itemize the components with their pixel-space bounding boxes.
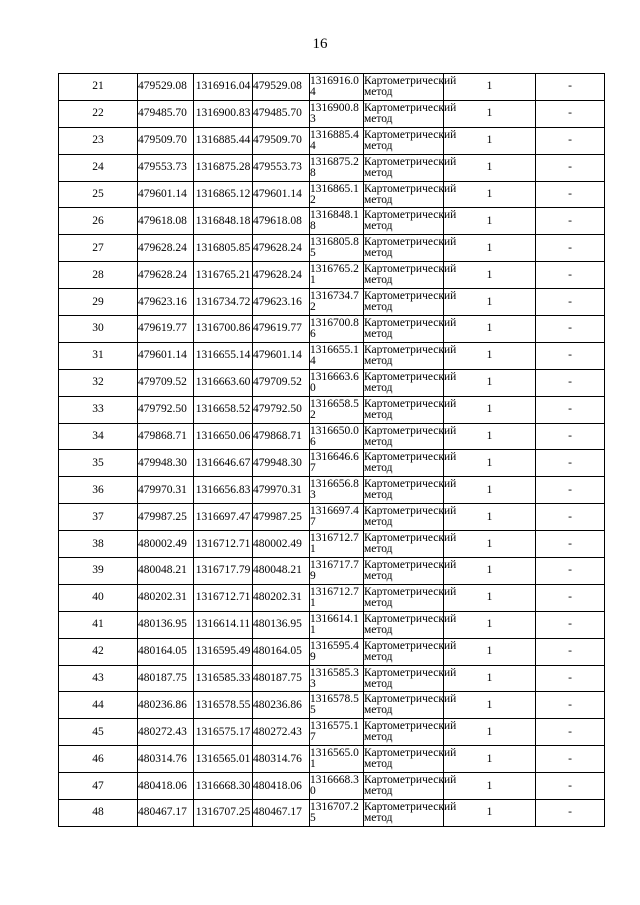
note-cell: - (536, 800, 605, 827)
method-cell: Картометрический метод (364, 208, 444, 235)
note-cell: - (536, 719, 605, 746)
method-cell: Картометрический метод (364, 127, 444, 154)
point-number-cell: 44 (59, 692, 138, 719)
x-coordinate-cell: 480187.75 (138, 665, 194, 692)
x-coordinate-refined-cell: 479529.08 (253, 74, 310, 101)
x-coordinate-cell: 479970.31 (138, 477, 194, 504)
point-number-cell: 40 (59, 584, 138, 611)
method-cell: Картометрический метод (364, 665, 444, 692)
y-coordinate-refined-cell: 1316697.47 (310, 504, 364, 531)
point-number-cell: 30 (59, 316, 138, 343)
x-coordinate-refined-cell: 479948.30 (253, 450, 310, 477)
method-cell: Картометрический метод (364, 719, 444, 746)
method-cell: Картометрический метод (364, 235, 444, 262)
x-coordinate-cell: 479709.52 (138, 369, 194, 396)
method-cell: Картометрический метод (364, 611, 444, 638)
point-number-cell: 28 (59, 262, 138, 289)
method-cell: Картометрический метод (364, 100, 444, 127)
x-coordinate-refined-cell: 479792.50 (253, 396, 310, 423)
y-coordinate-refined-cell: 1316585.33 (310, 665, 364, 692)
point-number-cell: 33 (59, 396, 138, 423)
x-coordinate-refined-cell: 479553.73 (253, 154, 310, 181)
table-row (59, 74, 605, 101)
y-coordinate-cell: 1316658.52 (194, 396, 253, 423)
x-coordinate-cell: 479619.77 (138, 316, 194, 343)
note-cell: - (536, 235, 605, 262)
y-coordinate-cell: 1316578.55 (194, 692, 253, 719)
y-coordinate-cell: 1316650.06 (194, 423, 253, 450)
method-cell: Картометрический метод (364, 477, 444, 504)
x-coordinate-cell: 479529.08 (138, 74, 194, 101)
accuracy-cell: 1 (444, 611, 536, 638)
page-number: 16 (312, 36, 328, 52)
y-coordinate-cell: 1316848.18 (194, 208, 253, 235)
table-row (59, 208, 605, 235)
table-row (59, 396, 605, 423)
y-coordinate-cell: 1316646.67 (194, 450, 253, 477)
x-coordinate-cell: 479868.71 (138, 423, 194, 450)
y-coordinate-refined-cell: 1316614.11 (310, 611, 364, 638)
x-coordinate-refined-cell: 480048.21 (253, 558, 310, 585)
x-coordinate-cell: 479553.73 (138, 154, 194, 181)
note-cell: - (536, 316, 605, 343)
method-cell: Картометрический метод (364, 450, 444, 477)
note-cell: - (536, 773, 605, 800)
y-coordinate-refined-cell: 1316848.18 (310, 208, 364, 235)
method-cell: Картометрический метод (364, 262, 444, 289)
method-cell: Картометрический метод (364, 342, 444, 369)
point-number-cell: 36 (59, 477, 138, 504)
table-row (59, 477, 605, 504)
y-coordinate-cell: 1316663.60 (194, 369, 253, 396)
y-coordinate-refined-cell: 1316712.71 (310, 531, 364, 558)
accuracy-cell: 1 (444, 584, 536, 611)
accuracy-cell: 1 (444, 289, 536, 316)
y-coordinate-cell: 1316668.30 (194, 773, 253, 800)
accuracy-cell: 1 (444, 719, 536, 746)
point-number-cell: 46 (59, 746, 138, 773)
x-coordinate-cell: 480314.76 (138, 746, 194, 773)
x-coordinate-refined-cell: 479987.25 (253, 504, 310, 531)
accuracy-cell: 1 (444, 342, 536, 369)
table-row (59, 531, 605, 558)
x-coordinate-cell: 480236.86 (138, 692, 194, 719)
table-row (59, 127, 605, 154)
x-coordinate-cell: 480272.43 (138, 719, 194, 746)
accuracy-cell: 1 (444, 316, 536, 343)
accuracy-cell: 1 (444, 208, 536, 235)
y-coordinate-refined-cell: 1316717.79 (310, 558, 364, 585)
x-coordinate-refined-cell: 479709.52 (253, 369, 310, 396)
y-coordinate-cell: 1316697.47 (194, 504, 253, 531)
y-coordinate-cell: 1316565.01 (194, 746, 253, 773)
x-coordinate-refined-cell: 479619.77 (253, 316, 310, 343)
table-row (59, 181, 605, 208)
method-cell: Картометрический метод (364, 531, 444, 558)
note-cell: - (536, 154, 605, 181)
accuracy-cell: 1 (444, 235, 536, 262)
accuracy-cell: 1 (444, 558, 536, 585)
y-coordinate-cell: 1316614.11 (194, 611, 253, 638)
y-coordinate-cell: 1316805.85 (194, 235, 253, 262)
x-coordinate-cell: 479948.30 (138, 450, 194, 477)
point-number-cell: 29 (59, 289, 138, 316)
accuracy-cell: 1 (444, 800, 536, 827)
note-cell: - (536, 369, 605, 396)
point-number-cell: 45 (59, 719, 138, 746)
y-coordinate-refined-cell: 1316646.67 (310, 450, 364, 477)
table-row (59, 558, 605, 585)
point-number-cell: 31 (59, 342, 138, 369)
y-coordinate-cell: 1316865.12 (194, 181, 253, 208)
x-coordinate-cell: 480048.21 (138, 558, 194, 585)
y-coordinate-cell: 1316575.17 (194, 719, 253, 746)
x-coordinate-refined-cell: 479628.24 (253, 235, 310, 262)
x-coordinate-refined-cell: 479601.14 (253, 181, 310, 208)
x-coordinate-refined-cell: 479509.70 (253, 127, 310, 154)
y-coordinate-refined-cell: 1316707.25 (310, 800, 364, 827)
x-coordinate-refined-cell: 480467.17 (253, 800, 310, 827)
point-number-cell: 22 (59, 100, 138, 127)
y-coordinate-cell: 1316656.83 (194, 477, 253, 504)
accuracy-cell: 1 (444, 450, 536, 477)
accuracy-cell: 1 (444, 531, 536, 558)
table-row (59, 154, 605, 181)
y-coordinate-cell: 1316712.71 (194, 531, 253, 558)
x-coordinate-cell: 479509.70 (138, 127, 194, 154)
y-coordinate-refined-cell: 1316712.71 (310, 584, 364, 611)
y-coordinate-cell: 1316595.49 (194, 638, 253, 665)
note-cell: - (536, 477, 605, 504)
table-row (59, 611, 605, 638)
method-cell: Картометрический метод (364, 289, 444, 316)
y-coordinate-cell: 1316916.04 (194, 74, 253, 101)
x-coordinate-refined-cell: 480272.43 (253, 719, 310, 746)
x-coordinate-refined-cell: 479628.24 (253, 262, 310, 289)
x-coordinate-cell: 480467.17 (138, 800, 194, 827)
accuracy-cell: 1 (444, 154, 536, 181)
x-coordinate-refined-cell: 479623.16 (253, 289, 310, 316)
method-cell: Картометрический метод (364, 154, 444, 181)
point-number-cell: 26 (59, 208, 138, 235)
accuracy-cell: 1 (444, 127, 536, 154)
method-cell: Картометрический метод (364, 369, 444, 396)
note-cell: - (536, 262, 605, 289)
accuracy-cell: 1 (444, 477, 536, 504)
method-cell: Картометрический метод (364, 800, 444, 827)
method-cell: Картометрический метод (364, 692, 444, 719)
y-coordinate-refined-cell: 1316865.12 (310, 181, 364, 208)
x-coordinate-refined-cell: 480314.76 (253, 746, 310, 773)
x-coordinate-refined-cell: 479618.08 (253, 208, 310, 235)
accuracy-cell: 1 (444, 74, 536, 101)
x-coordinate-refined-cell: 479868.71 (253, 423, 310, 450)
note-cell: - (536, 423, 605, 450)
y-coordinate-refined-cell: 1316658.52 (310, 396, 364, 423)
point-number-cell: 35 (59, 450, 138, 477)
point-number-cell: 43 (59, 665, 138, 692)
y-coordinate-refined-cell: 1316885.44 (310, 127, 364, 154)
table-row (59, 100, 605, 127)
point-number-cell: 39 (59, 558, 138, 585)
table-row (59, 450, 605, 477)
point-number-cell: 42 (59, 638, 138, 665)
table-row (59, 504, 605, 531)
x-coordinate-cell: 480202.31 (138, 584, 194, 611)
note-cell: - (536, 181, 605, 208)
note-cell: - (536, 665, 605, 692)
x-coordinate-refined-cell: 480187.75 (253, 665, 310, 692)
table-row (59, 262, 605, 289)
note-cell: - (536, 127, 605, 154)
note-cell: - (536, 100, 605, 127)
x-coordinate-refined-cell: 480202.31 (253, 584, 310, 611)
table-row (59, 638, 605, 665)
x-coordinate-cell: 479628.24 (138, 262, 194, 289)
accuracy-cell: 1 (444, 369, 536, 396)
y-coordinate-refined-cell: 1316663.60 (310, 369, 364, 396)
y-coordinate-cell: 1316585.33 (194, 665, 253, 692)
x-coordinate-refined-cell: 480002.49 (253, 531, 310, 558)
y-coordinate-refined-cell: 1316578.55 (310, 692, 364, 719)
accuracy-cell: 1 (444, 504, 536, 531)
note-cell: - (536, 504, 605, 531)
table-row (59, 719, 605, 746)
note-cell: - (536, 531, 605, 558)
y-coordinate-cell: 1316875.28 (194, 154, 253, 181)
y-coordinate-cell: 1316885.44 (194, 127, 253, 154)
y-coordinate-cell: 1316655.14 (194, 342, 253, 369)
x-coordinate-refined-cell: 480136.95 (253, 611, 310, 638)
y-coordinate-refined-cell: 1316875.28 (310, 154, 364, 181)
y-coordinate-cell: 1316900.83 (194, 100, 253, 127)
y-coordinate-cell: 1316734.72 (194, 289, 253, 316)
method-cell: Картометрический метод (364, 638, 444, 665)
x-coordinate-refined-cell: 480418.06 (253, 773, 310, 800)
point-number-cell: 48 (59, 800, 138, 827)
y-coordinate-refined-cell: 1316916.04 (310, 74, 364, 101)
y-coordinate-cell: 1316700.86 (194, 316, 253, 343)
x-coordinate-refined-cell: 479601.14 (253, 342, 310, 369)
y-coordinate-refined-cell: 1316765.21 (310, 262, 364, 289)
x-coordinate-refined-cell: 479485.70 (253, 100, 310, 127)
accuracy-cell: 1 (444, 262, 536, 289)
x-coordinate-cell: 480164.05 (138, 638, 194, 665)
x-coordinate-cell: 479485.70 (138, 100, 194, 127)
x-coordinate-cell: 479618.08 (138, 208, 194, 235)
method-cell: Картометрический метод (364, 316, 444, 343)
y-coordinate-cell: 1316717.79 (194, 558, 253, 585)
point-number-cell: 27 (59, 235, 138, 262)
point-number-cell: 37 (59, 504, 138, 531)
y-coordinate-refined-cell: 1316668.30 (310, 773, 364, 800)
table-row (59, 800, 605, 827)
x-coordinate-cell: 480418.06 (138, 773, 194, 800)
accuracy-cell: 1 (444, 181, 536, 208)
x-coordinate-cell: 479601.14 (138, 342, 194, 369)
y-coordinate-refined-cell: 1316734.72 (310, 289, 364, 316)
note-cell: - (536, 289, 605, 316)
point-number-cell: 38 (59, 531, 138, 558)
y-coordinate-refined-cell: 1316565.01 (310, 746, 364, 773)
table-row (59, 746, 605, 773)
y-coordinate-refined-cell: 1316650.06 (310, 423, 364, 450)
method-cell: Картометрический метод (364, 396, 444, 423)
table-row (59, 773, 605, 800)
note-cell: - (536, 74, 605, 101)
table-row (59, 342, 605, 369)
x-coordinate-refined-cell: 479970.31 (253, 477, 310, 504)
accuracy-cell: 1 (444, 746, 536, 773)
y-coordinate-refined-cell: 1316900.83 (310, 100, 364, 127)
table-row (59, 584, 605, 611)
y-coordinate-refined-cell: 1316595.49 (310, 638, 364, 665)
accuracy-cell: 1 (444, 100, 536, 127)
accuracy-cell: 1 (444, 692, 536, 719)
method-cell: Картометрический метод (364, 746, 444, 773)
accuracy-cell: 1 (444, 396, 536, 423)
method-cell: Картометрический метод (364, 584, 444, 611)
note-cell: - (536, 208, 605, 235)
table-row (59, 369, 605, 396)
table-body (59, 74, 605, 827)
note-cell: - (536, 584, 605, 611)
table-row (59, 316, 605, 343)
point-number-cell: 25 (59, 181, 138, 208)
note-cell: - (536, 638, 605, 665)
x-coordinate-cell: 480002.49 (138, 531, 194, 558)
point-number-cell: 34 (59, 423, 138, 450)
y-coordinate-cell: 1316707.25 (194, 800, 253, 827)
point-number-cell: 24 (59, 154, 138, 181)
x-coordinate-cell: 479623.16 (138, 289, 194, 316)
accuracy-cell: 1 (444, 423, 536, 450)
accuracy-cell: 1 (444, 665, 536, 692)
table-row (59, 423, 605, 450)
point-number-cell: 41 (59, 611, 138, 638)
point-number-cell: 47 (59, 773, 138, 800)
coordinates-table (58, 73, 605, 827)
note-cell: - (536, 396, 605, 423)
y-coordinate-refined-cell: 1316575.17 (310, 719, 364, 746)
y-coordinate-refined-cell: 1316656.83 (310, 477, 364, 504)
x-coordinate-cell: 479628.24 (138, 235, 194, 262)
table-row (59, 665, 605, 692)
note-cell: - (536, 342, 605, 369)
x-coordinate-refined-cell: 480236.86 (253, 692, 310, 719)
x-coordinate-cell: 479792.50 (138, 396, 194, 423)
table-row (59, 692, 605, 719)
y-coordinate-refined-cell: 1316655.14 (310, 342, 364, 369)
y-coordinate-refined-cell: 1316700.86 (310, 316, 364, 343)
method-cell: Картометрический метод (364, 74, 444, 101)
point-number-cell: 23 (59, 127, 138, 154)
method-cell: Картометрический метод (364, 181, 444, 208)
x-coordinate-cell: 479601.14 (138, 181, 194, 208)
note-cell: - (536, 558, 605, 585)
method-cell: Картометрический метод (364, 773, 444, 800)
point-number-cell: 32 (59, 369, 138, 396)
accuracy-cell: 1 (444, 773, 536, 800)
x-coordinate-refined-cell: 480164.05 (253, 638, 310, 665)
note-cell: - (536, 692, 605, 719)
x-coordinate-cell: 479987.25 (138, 504, 194, 531)
note-cell: - (536, 450, 605, 477)
method-cell: Картометрический метод (364, 558, 444, 585)
note-cell: - (536, 746, 605, 773)
y-coordinate-cell: 1316765.21 (194, 262, 253, 289)
point-number-cell: 21 (59, 74, 138, 101)
x-coordinate-cell: 480136.95 (138, 611, 194, 638)
table-row (59, 289, 605, 316)
y-coordinate-cell: 1316712.71 (194, 584, 253, 611)
method-cell: Картометрический метод (364, 423, 444, 450)
table-row (59, 235, 605, 262)
y-coordinate-refined-cell: 1316805.85 (310, 235, 364, 262)
method-cell: Картометрический метод (364, 504, 444, 531)
accuracy-cell: 1 (444, 638, 536, 665)
note-cell: - (536, 611, 605, 638)
